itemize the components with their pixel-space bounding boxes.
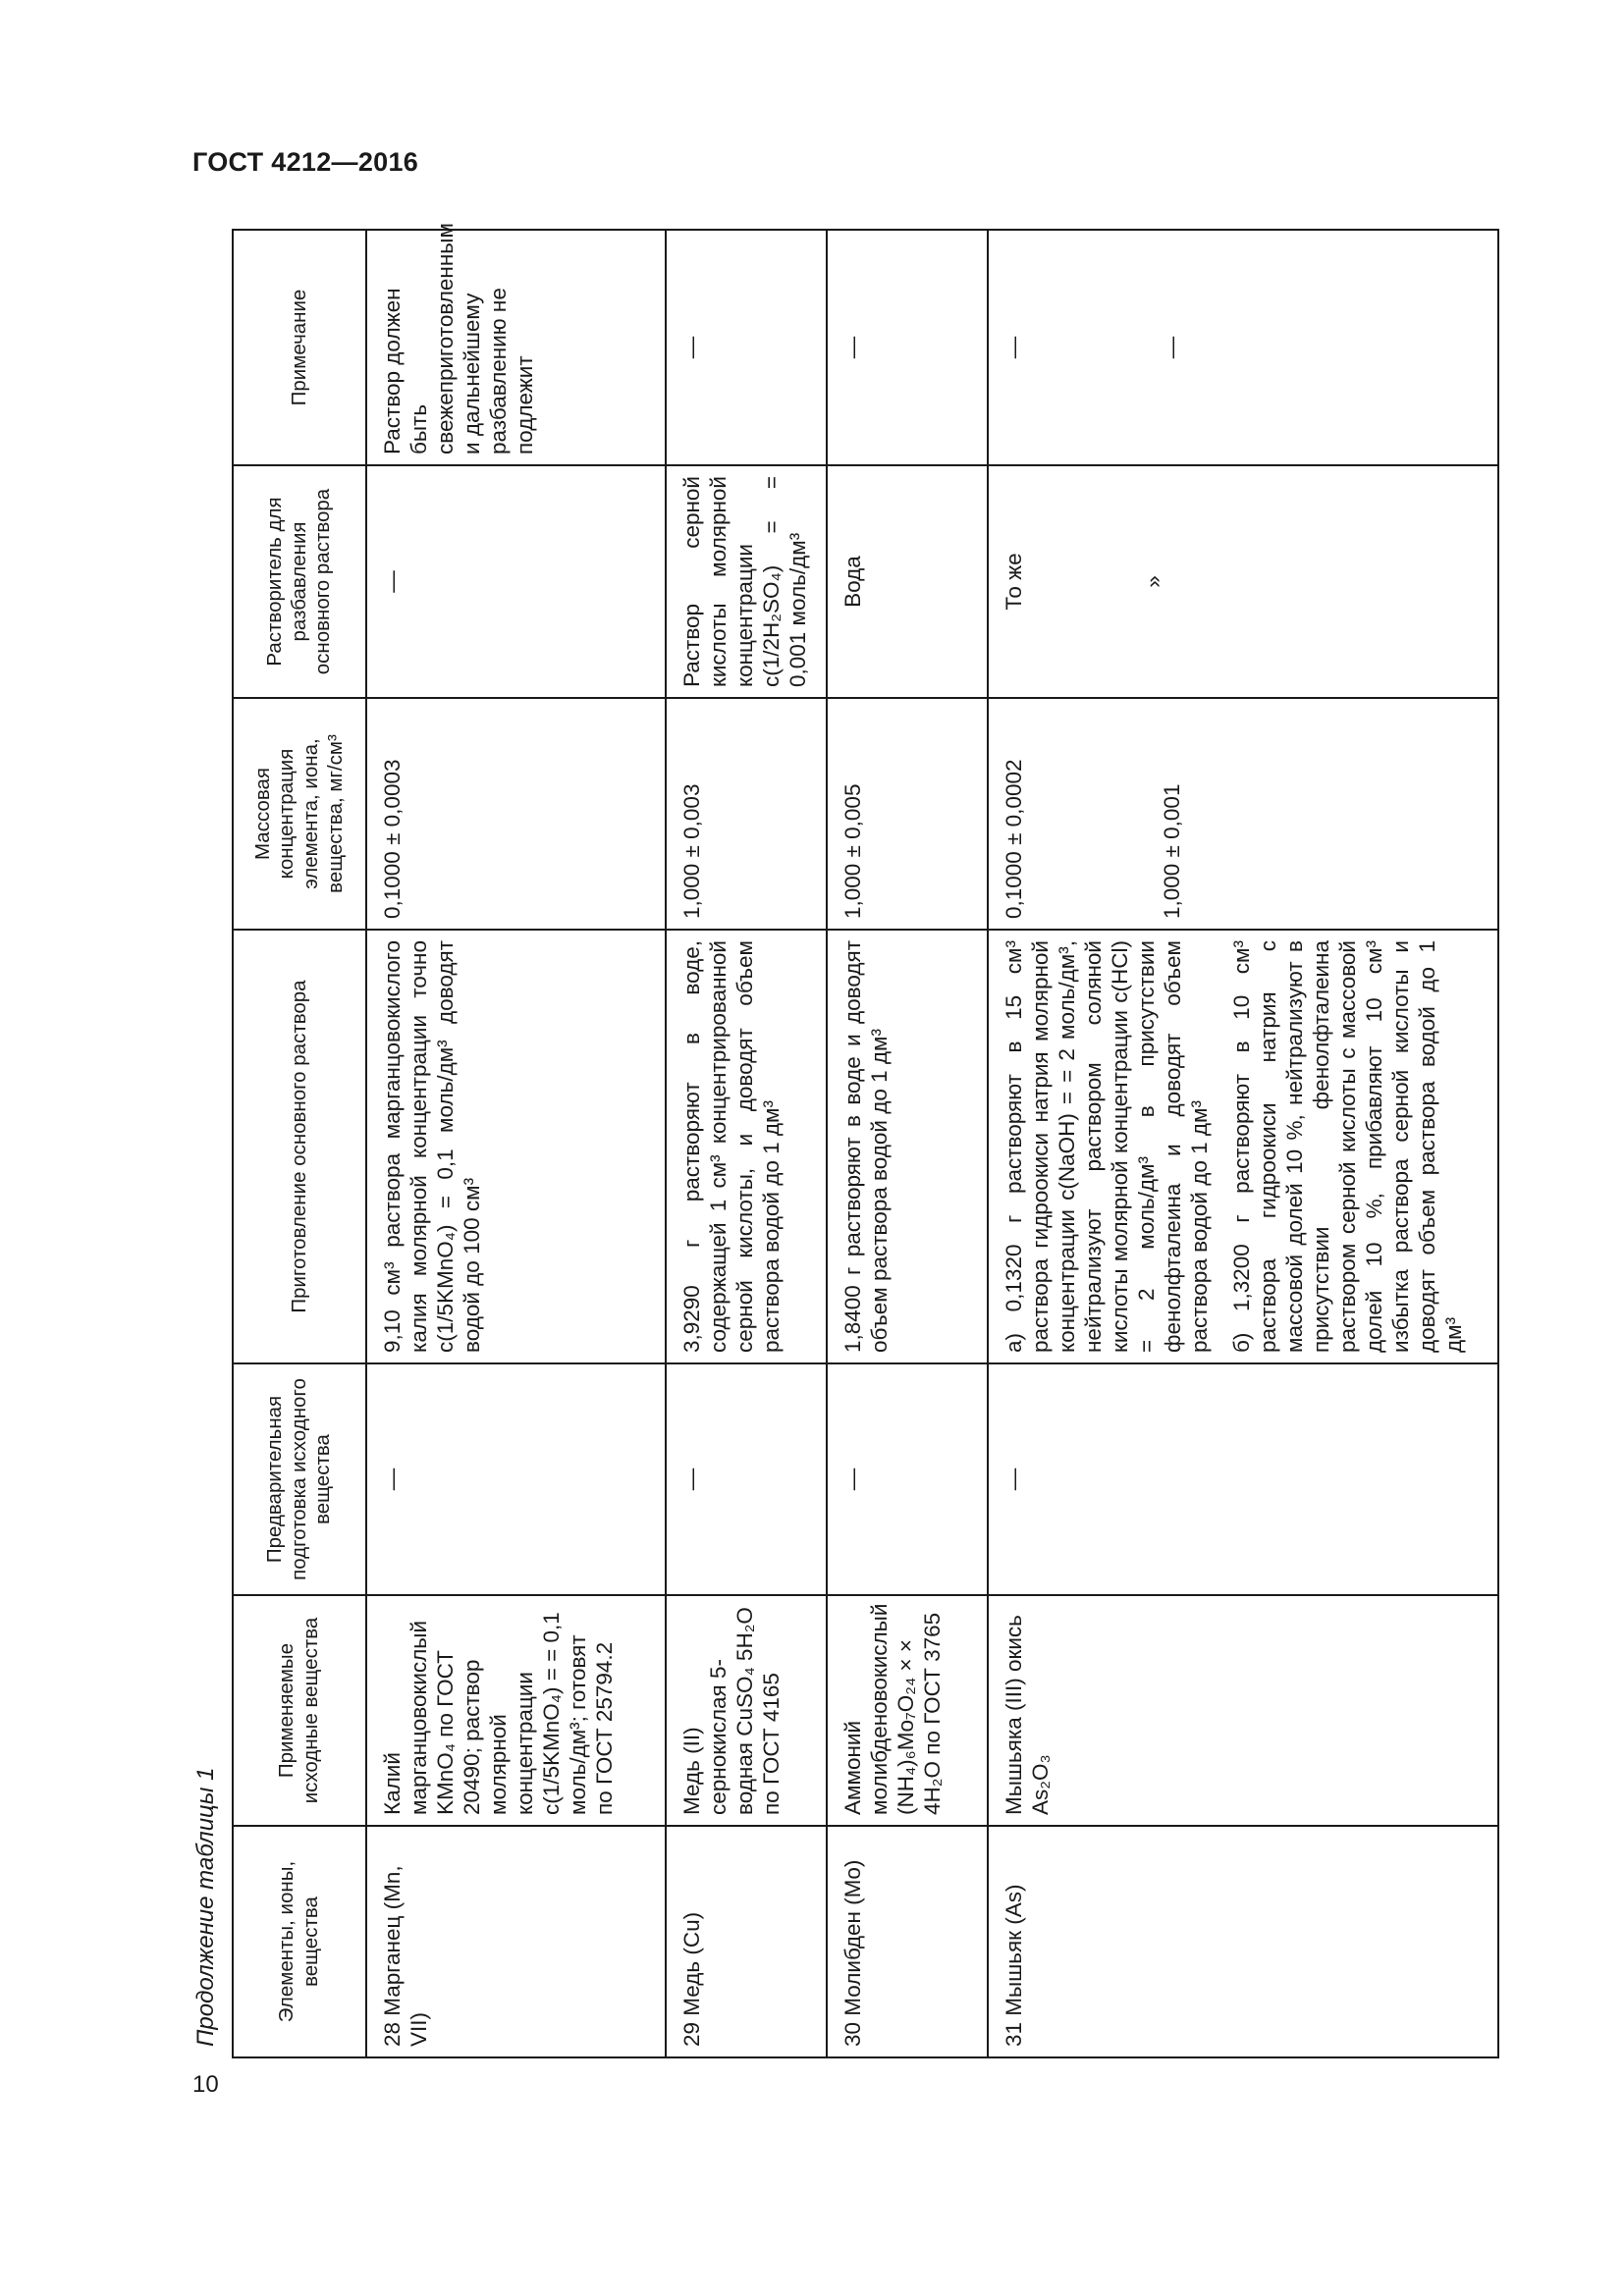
- cell-solvent: [988, 465, 1498, 698]
- cell-solvent: Вода: [827, 465, 988, 698]
- cell-preparation: 1,8400 г растворяют в воде и доводят объем раствора водой до 1 дм³: [827, 930, 988, 1363]
- cell-element: 28 Марганец (Mn, VII): [366, 1826, 666, 2057]
- header-pretreatment: Предварительная подготовка исходного вещества: [233, 1363, 366, 1595]
- concentration-b: 1,000 ± 0,001: [1160, 783, 1184, 919]
- table-header-row: [233, 230, 366, 2057]
- cell-solvent: Раствор серной кислоты молярной концентрации c(1/2H₂SO₄) = = 0,001 моль/дм³: [666, 465, 827, 698]
- cell-concentration: [988, 698, 1498, 930]
- cell-note: —: [827, 230, 988, 465]
- cell-reagents: Калий марганцовокислый KMnO₄ по ГОСТ 20490; раствор молярной концентрации c(1/5KMnO₄) = = 0,1 моль/дм³; готовят по ГОСТ 25794.2: [366, 1595, 666, 1826]
- cell-element: 29 Медь (Cu): [666, 1826, 827, 2057]
- header-concentration: Массовая концентрация элемента, иона, вещества, мг/см³: [233, 698, 366, 930]
- table-row: [666, 230, 827, 2057]
- page-number: 10: [192, 2071, 219, 2098]
- document-header: ГОСТ 4212—2016: [192, 147, 419, 177]
- header-note: Примечание: [233, 230, 366, 465]
- solvent-a: То же: [1001, 553, 1026, 611]
- table-caption: Продолжение таблицы 1: [192, 1767, 219, 2047]
- cell-note: [988, 230, 1498, 465]
- cell-preparation: 3,9290 г растворяют в воде, содержащей 1 см³ концентрированной серной кислоты, и доводят объем раствора водой до 1 дм³: [666, 930, 827, 1363]
- cell-preparation: 9,10 см³ раствора марганцовокислого калия молярной концентрации точно c(1/5KMnO₄) = 0,1 моль/дм³ доводят водой до 100 см³: [366, 930, 666, 1363]
- table-row: [988, 230, 1498, 2057]
- cell-note: Раствор должен быть свежеприготовленным и дальнейшему разбавлению не подлежит: [366, 230, 666, 465]
- cell-pretreatment: —: [827, 1363, 988, 1595]
- header-reagents: Применяемые исходные вещества: [233, 1595, 366, 1826]
- table-container: [232, 223, 1499, 2058]
- cell-concentration: 0,1000 ± 0,0003: [366, 698, 666, 930]
- note-a: —: [1001, 336, 1026, 359]
- table-row: [827, 230, 988, 2057]
- cell-solvent: —: [366, 465, 666, 698]
- preparation-method-b: б) 1,3200 г растворяют в 10 см³ раствора гидроокиси натрия с массовой долей 10 %, нейтрализуют в присутствии фенолфталеина раствором серной кислоты с массовой долей 10 %, прибавляют 10 см³ избытка раствора серной кислоты и доводят объем раствора водой до 1 дм³: [1229, 940, 1466, 1353]
- concentration-a: 0,1000 ± 0,0002: [1001, 759, 1026, 919]
- cell-note: —: [666, 230, 827, 465]
- reagents-table: [232, 223, 1499, 2058]
- cell-reagents: Медь (II) сернокислая 5-водная CuSO₄ 5H₂O по ГОСТ 4165: [666, 1595, 827, 1826]
- note-b: —: [1160, 336, 1184, 359]
- solvent-b: »: [1141, 575, 1165, 588]
- table-row: [366, 230, 666, 2057]
- header-preparation: Приготовление основного раствора: [233, 930, 366, 1363]
- cell-reagents: Аммоний молибденовокислый (NH₄)₆Mo₇O₂₄ × × 4H₂O по ГОСТ 3765: [827, 1595, 988, 1826]
- cell-preparation: [988, 930, 1498, 1363]
- cell-pretreatment: —: [366, 1363, 666, 1595]
- cell-pretreatment: —: [988, 1363, 1498, 1595]
- header-solvent: Растворитель для разбавления основного раствора: [233, 465, 366, 698]
- cell-element: 30 Молибден (Mo): [827, 1826, 988, 2057]
- cell-reagents: Мышьяка (III) окись As₂O₃: [988, 1595, 1498, 1826]
- cell-pretreatment: —: [666, 1363, 827, 1595]
- header-element: Элементы, ионы, вещества: [233, 1826, 366, 2057]
- preparation-method-a: а) 0,1320 г растворяют в 15 см³ раствора гидроокиси натрия молярной концентрации c(NaOH) = = 2 моль/дм³, нейтрализуют раствором соляной кислоты молярной концентрации c(HCl) = 2 моль/дм³ в присутствии фенолфталеина и доводят объем раствора водой до 1 дм³: [1001, 940, 1212, 1353]
- cell-element: 31 Мышьяк (As): [988, 1826, 1498, 2057]
- cell-concentration: 1,000 ± 0,003: [666, 698, 827, 930]
- cell-concentration: 1,000 ± 0,005: [827, 698, 988, 930]
